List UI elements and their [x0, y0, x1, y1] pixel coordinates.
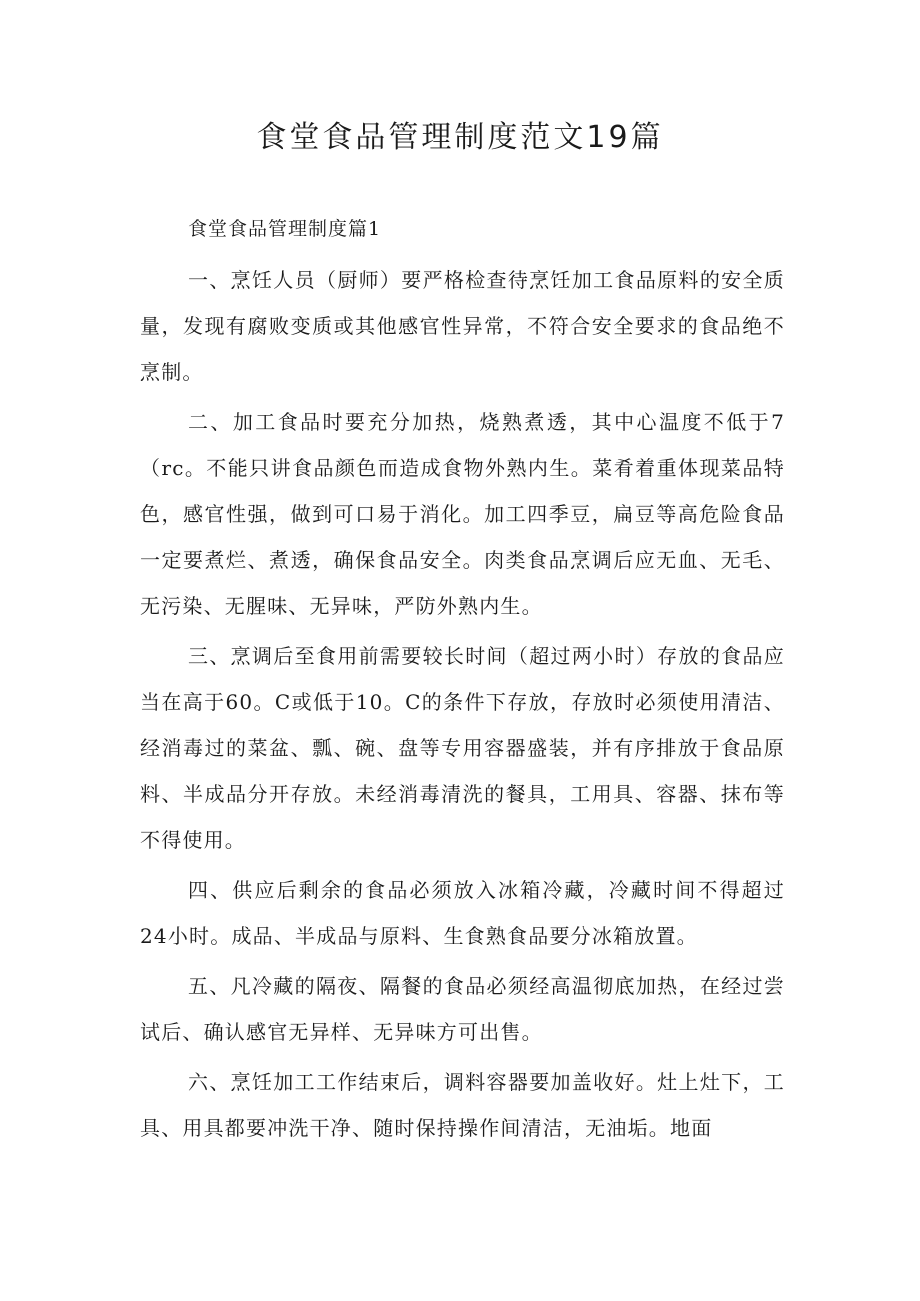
paragraph-5: 五、凡冷藏的隔夜、隔餐的食品必须经高温彻底加热，在经过尝试后、确认感官无异样、无异味方可出售。 [140, 974, 785, 1044]
paragraph-4: 四、供应后剩余的食品必须放入冰箱冷藏，冷藏时间不得超过24小时。成品、半成品与原料、生食熟食品要分冰箱放置。 [140, 878, 785, 948]
paragraph-2: 二、加工食品时要充分加热，烧熟煮透，其中心温度不低于7（rc。不能只讲食品颜色而造成食物外熟内生。菜肴着重体现菜品特色，感官性强，做到可口易于消化。加工四季豆，扁豆等高危险食品一定要煮烂、煮透，确保食品安全。肉类食品烹调后应无血、无毛、无污染、无腥味、无异味，严防外熟内生。 [140, 410, 785, 618]
document-title: 食堂食品管理制度范文19篇 [256, 120, 664, 155]
paragraph-1: 一、烹饪人员（厨师）要严格检查待烹饪加工食品原料的安全质量，发现有腐败变质或其他感官性异常，不符合安全要求的食品绝不烹制。 [140, 268, 785, 384]
document-body [140, 205, 785, 1155]
section-heading: 食堂食品管理制度篇1 [188, 218, 382, 240]
paragraph-6: 六、烹饪加工工作结束后，调料容器要加盖收好。灶上灶下，工具、用具都要冲洗干净、随时保持操作间清洁，无油垢。地面 [140, 1070, 785, 1140]
paragraph-3: 三、烹调后至食用前需要较长时间（超过两小时）存放的食品应当在高于60。C或低于10。C的条件下存放，存放时必须使用清洁、经消毒过的菜盆、瓢、碗、盘等专用容器盛装，并有序排放于食品原料、半成品分开存放。未经消毒清洗的餐具，工用具、容器、抹布等不得使用。 [140, 644, 785, 852]
